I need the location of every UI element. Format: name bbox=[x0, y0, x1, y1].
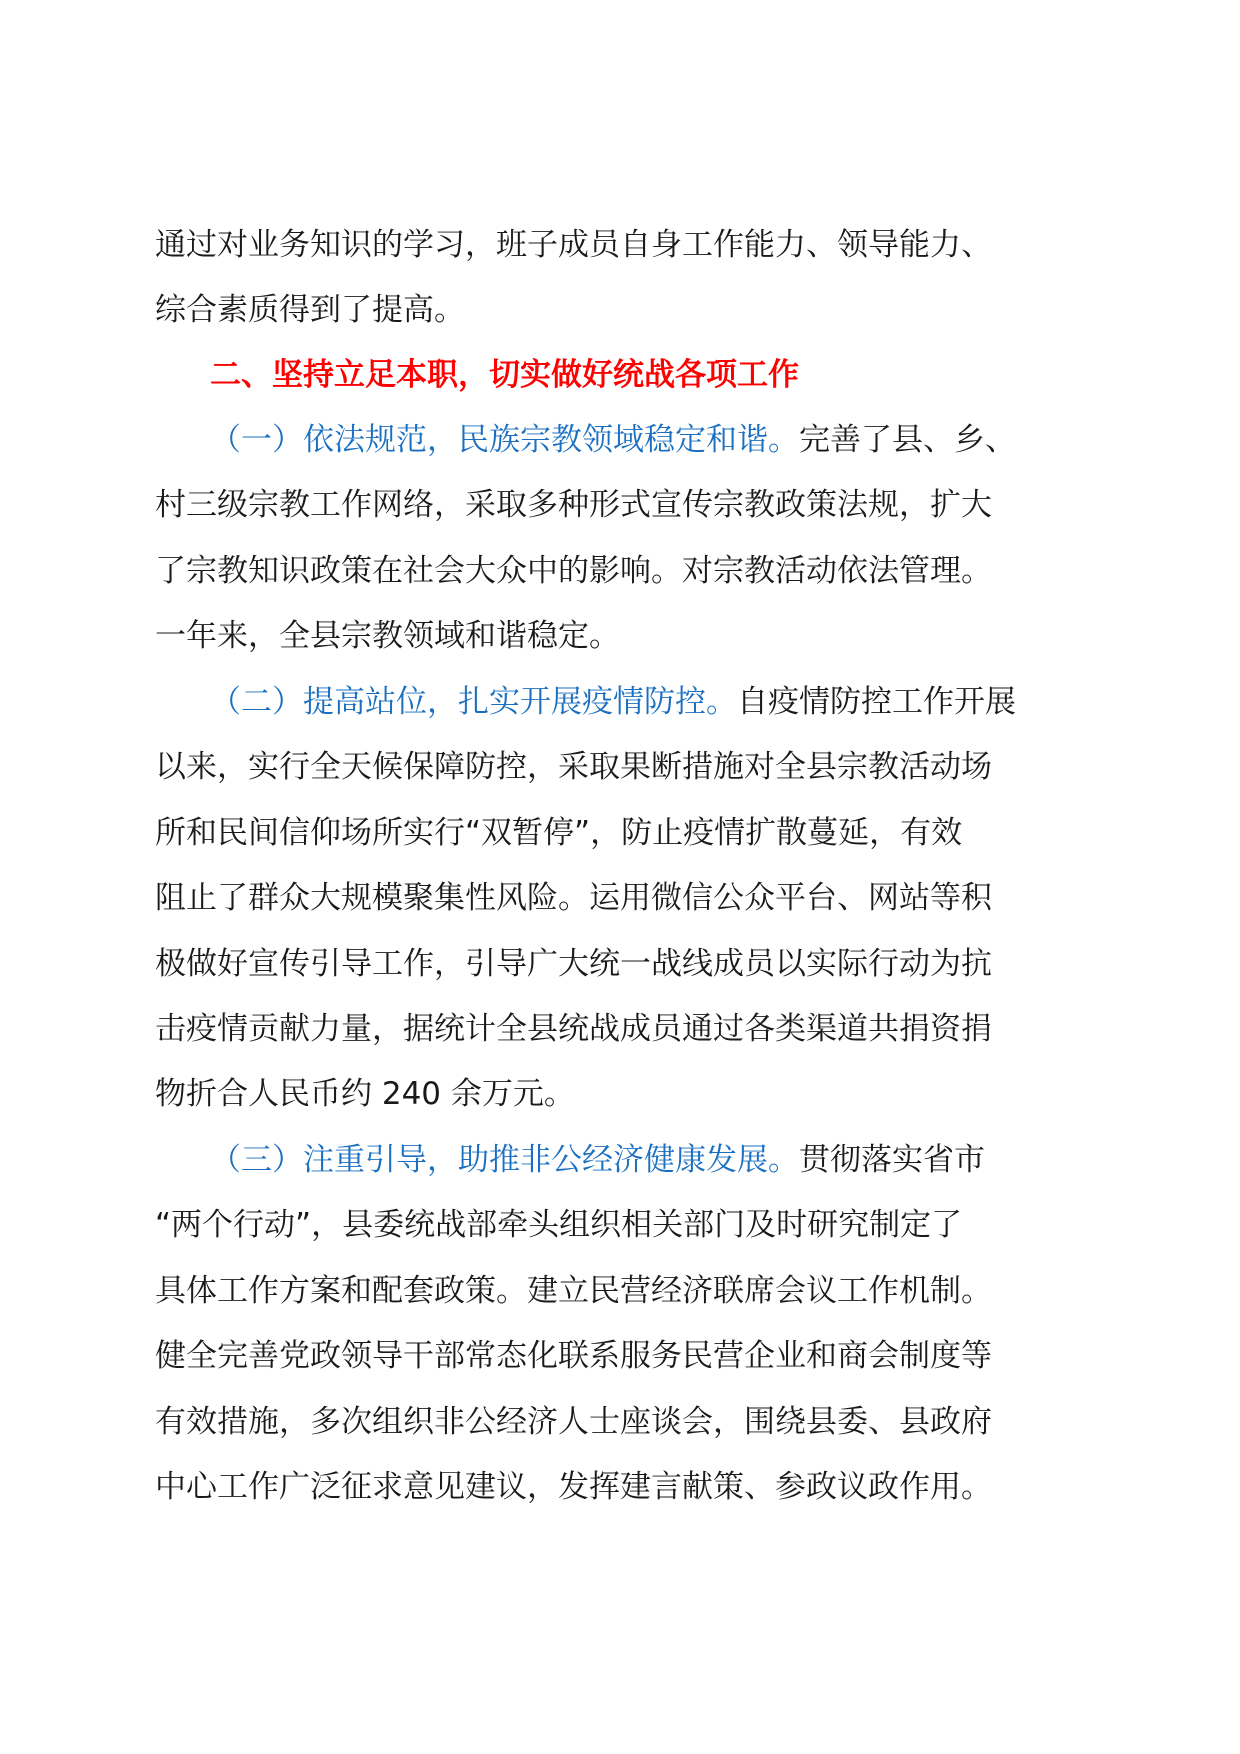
text-line: “两个行动”，县委统战部牵头组织相关部门及时研究制定了 bbox=[155, 1207, 963, 1244]
subsection-heading: （三）注重引导，助推非公经济健康发展。 bbox=[210, 1142, 799, 1178]
text-line: 了宗教知识政策在社会大众中的影响。对宗教活动依法管理。 bbox=[155, 552, 992, 589]
text-line: 村三级宗教工作网络，采取多种形式宣传宗教政策法规，扩大 bbox=[155, 487, 992, 524]
subsection-two bbox=[155, 670, 1085, 1128]
text-line: 综合素质得到了提高。 bbox=[155, 292, 465, 329]
section-heading: 二、坚持立足本职，切实做好统战各项工作 bbox=[210, 357, 799, 393]
text-line: 所和民间信仰场所实行“双暂停”，防止疫情扩散蔓延，有效 bbox=[155, 814, 963, 851]
text-line: 极做好宣传引导工作，引导广大统一战线成员以实际行动为抗 bbox=[155, 945, 992, 982]
text-line: 击疫情贡献力量，据统计全县统战成员通过各类渠道共捐资捐 bbox=[155, 1011, 992, 1048]
text-line: 通过对业务知识的学习，班子成员自身工作能力、领导能力、 bbox=[155, 227, 992, 263]
text-line: 具体工作方案和配套政策。建立民营经济联席会议工作机制。 bbox=[155, 1272, 992, 1309]
text-line: 一年来，全县宗教领域和谐稳定。 bbox=[155, 618, 620, 655]
text-segment: 自疫情防控工作开展 bbox=[737, 684, 1016, 720]
subsection-first-line bbox=[155, 1128, 1085, 1193]
subsection-three bbox=[155, 1128, 1085, 1520]
subsection-first-line bbox=[155, 670, 1085, 735]
text-line: 有效措施，多次组织非公经济人士座谈会，围绕县委、县政府 bbox=[155, 1403, 992, 1440]
text-line: 健全完善党政领导干部常态化联系服务民营企业和商会制度等 bbox=[155, 1338, 992, 1375]
subsection-heading: （一）依法规范，民族宗教领域稳定和谐。 bbox=[210, 422, 799, 458]
subsection-heading: （二）提高站位，扎实开展疫情防控。 bbox=[210, 684, 737, 720]
subsection-one bbox=[155, 408, 1085, 670]
text-line: 阻止了群众大规模聚集性风险。运用微信公众平台、网站等积 bbox=[155, 880, 992, 917]
text-line: 以来，实行全天候保障防控，采取果断措施对全县宗教活动场 bbox=[155, 749, 992, 786]
subsection-first-line bbox=[155, 408, 1085, 473]
paragraph-continuation bbox=[155, 213, 1085, 344]
text-segment: 完善了县、乡、 bbox=[799, 422, 1016, 458]
text-segment: 贯彻落实省市 bbox=[799, 1142, 985, 1178]
text-line: 物折合人民币约 240 余万元。 bbox=[155, 1076, 575, 1113]
text-line: 中心工作广泛征求意见建议，发挥建言献策、参政议政作用。 bbox=[155, 1469, 992, 1506]
